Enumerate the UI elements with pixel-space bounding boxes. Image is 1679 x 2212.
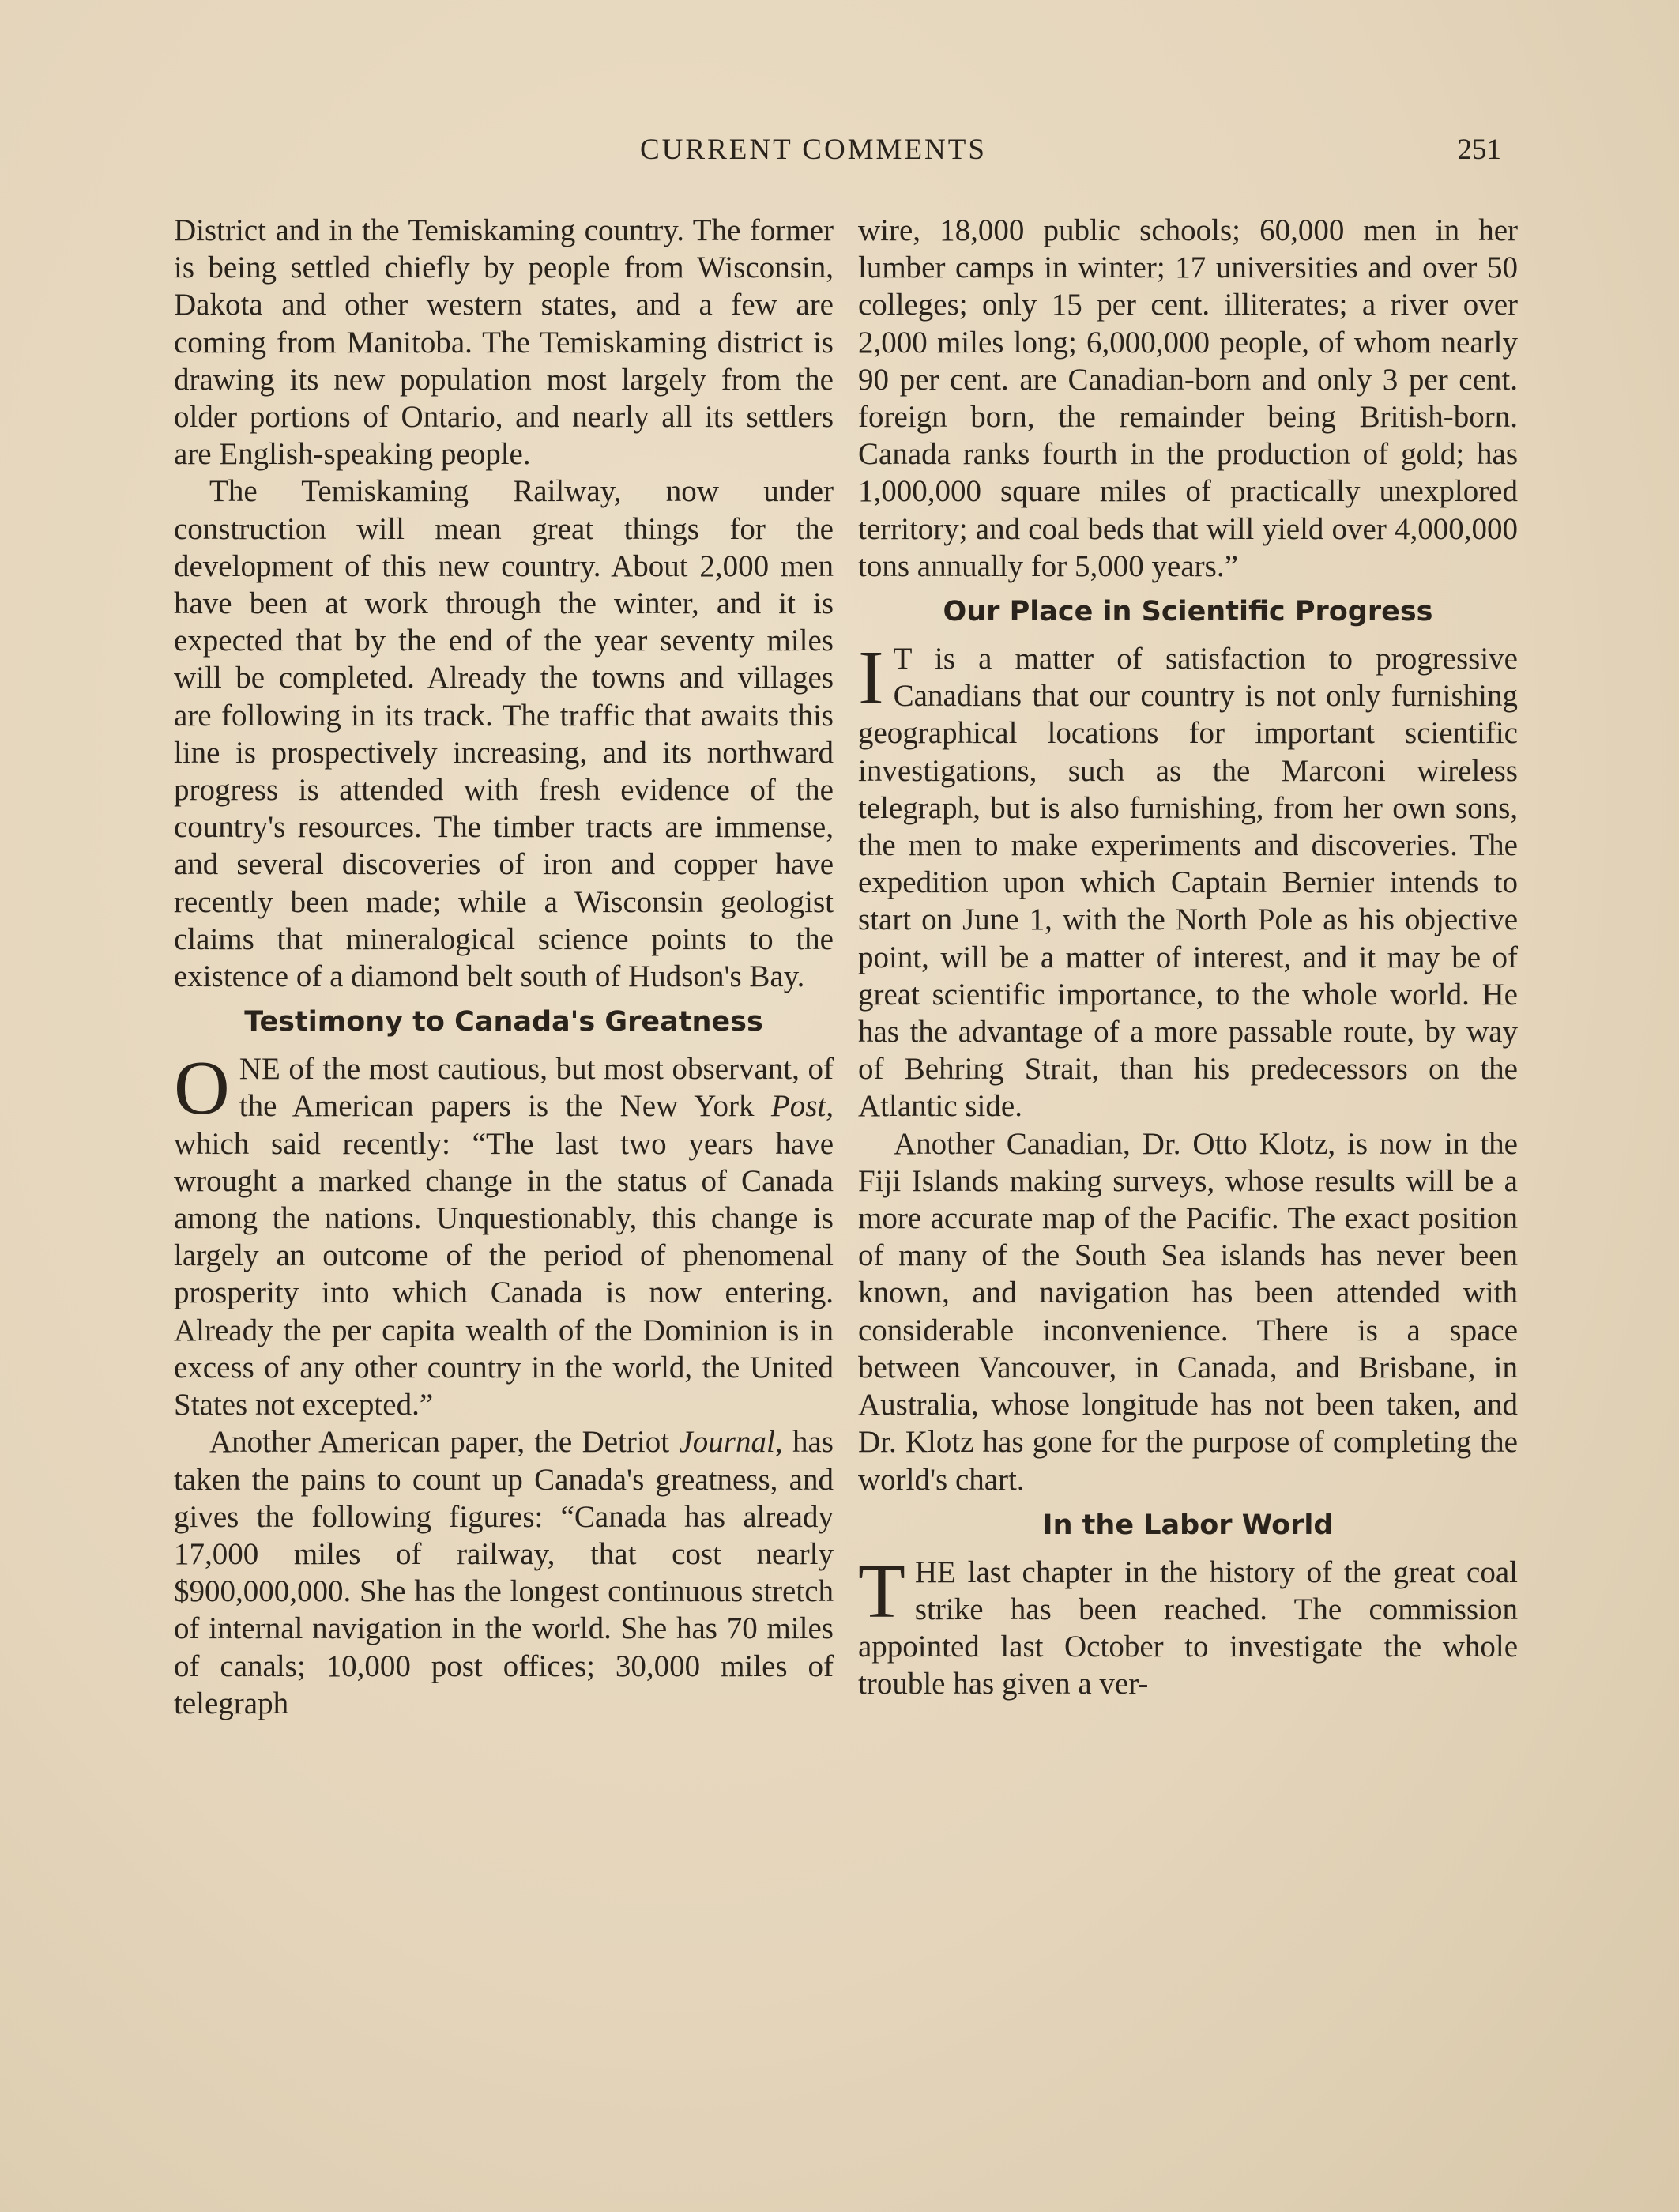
paragraph-text: has taken the pains to count up Canada's greatness, and gives the following figures: “Canada has already 17,000 miles of railway, that cost nearly $900,000,000. She has the longest continuous stretch of internal navigation in the world. She has 70 miles of canals; 10,000 post offices; 30,000 miles of telegraph [174,1425,834,1720]
right-column [858,212,1518,1703]
section-heading: Our Place in Scientific Progress [943,596,1433,628]
paragraph-text: T is a matter of satisfaction to progressive Canadians that our country is not only furnishing geographical locations for important scientific investigations, such as the Marconi wireless telegraph, but is also furnishing, from her own sons, the men to make experiments and discoveries. The expedition upon which Captain Bernier intends to start on June 1, with the North Pole as his objective point, will be a matter of interest, and it may be of great scientific importance, to the whole world. He has the advantage of a more passable route, by way of Behring Strait, than his predecessors on the Atlantic side. [858,642,1518,1124]
page-number: 251 [1457,134,1501,166]
paragraph: District and in the Temiskaming country. The former is being settled chiefly by people from Wisconsin, Dakota and other western states, and a few are coming from Manitoba. The Temiskaming district is drawing its new population most largely from the older portions of Ontario, and nearly all its settlers are English-speaking people. [174,213,834,472]
paragraph-text: NE of the most cautious, but most observant, of the American papers is the New York [239,1052,834,1124]
paragraph [174,1046,834,1423]
paragraph: Another Canadian, Dr. Otto Klotz, is now in the Fiji Islands making surveys, whose results will be a more accurate map of the Pacific. The exact position of many of the South Sea islands has never been known, and navigation has been attended with considerable inconvenience. There is a space between Vancouver, in Canada, and Brisbane, in Australia, whose longitude has not been taken, and Dr. Klotz has gone for the purpose of completing the world's chart. [858,1126,1518,1497]
drop-cap: T [858,1548,905,1634]
paragraph [858,1548,1518,1703]
publication-title: Journal, [679,1425,783,1460]
paragraph: wire, 18,000 public schools; 60,000 men in her lumber camps in winter; 17 universities and over 50 colleges; only 15 per cent. illiterates; a river over 2,000 miles long; 6,000,000 people, of whom nearly 90 per cent. are Canadian-born and only 3 per cent. foreign born, the remainder being British-born. Canada ranks fourth in the production of gold; has 1,000,000 square miles of practically unexplored territory; and coal beds that will yield over 4,000,000 tons annually for 5,000 years.” [858,213,1518,583]
paragraph: The Temiskaming Railway, now under construction will mean great things for the development of this new country. About 2,000 men have been at work through the winter, and it is expected that by the end of the year seventy miles will be completed. Already the towns and villages are following in its track. The traffic that awaits this line is prospectively increasing, and its northward progress is attended with fresh evidence of the country's resources. The timber tracts are immense, and several discoveries of iron and copper have recently been made; while a Wisconsin geologist claims that mineralogical science points to the existence of a diamond belt south of Hudson's Bay. [174,474,834,994]
drop-cap: O [174,1046,230,1132]
paragraph [858,635,1518,1125]
running-head: CURRENT COMMENTS [640,134,987,166]
left-column [174,212,834,1722]
paragraph [174,1423,834,1722]
paragraph-text: which said recently: “The last two years have wrought a marked change in the status of Canada among the nations. Unquestionably, this change is largely an outcome of the period of phenomenal prosperity into which Canada is now entering. Already the per capita wealth of the Dominion is in excess of any other country in the world, the United States not excepted.” [174,1126,834,1423]
paragraph-text: HE last chapter in the history of the great coal strike has been reached. The commission appointed last October to investigate the whole trouble has given a ver- [858,1554,1518,1701]
drop-cap: I [858,635,884,722]
section-heading: Testimony to Canada's Greatness [244,1006,763,1038]
section-heading: In the Labor World [1042,1509,1334,1541]
publication-title: Post, [770,1089,834,1124]
page-header [174,133,1501,180]
paragraph-text: Another American paper, the Detriot [209,1425,680,1460]
